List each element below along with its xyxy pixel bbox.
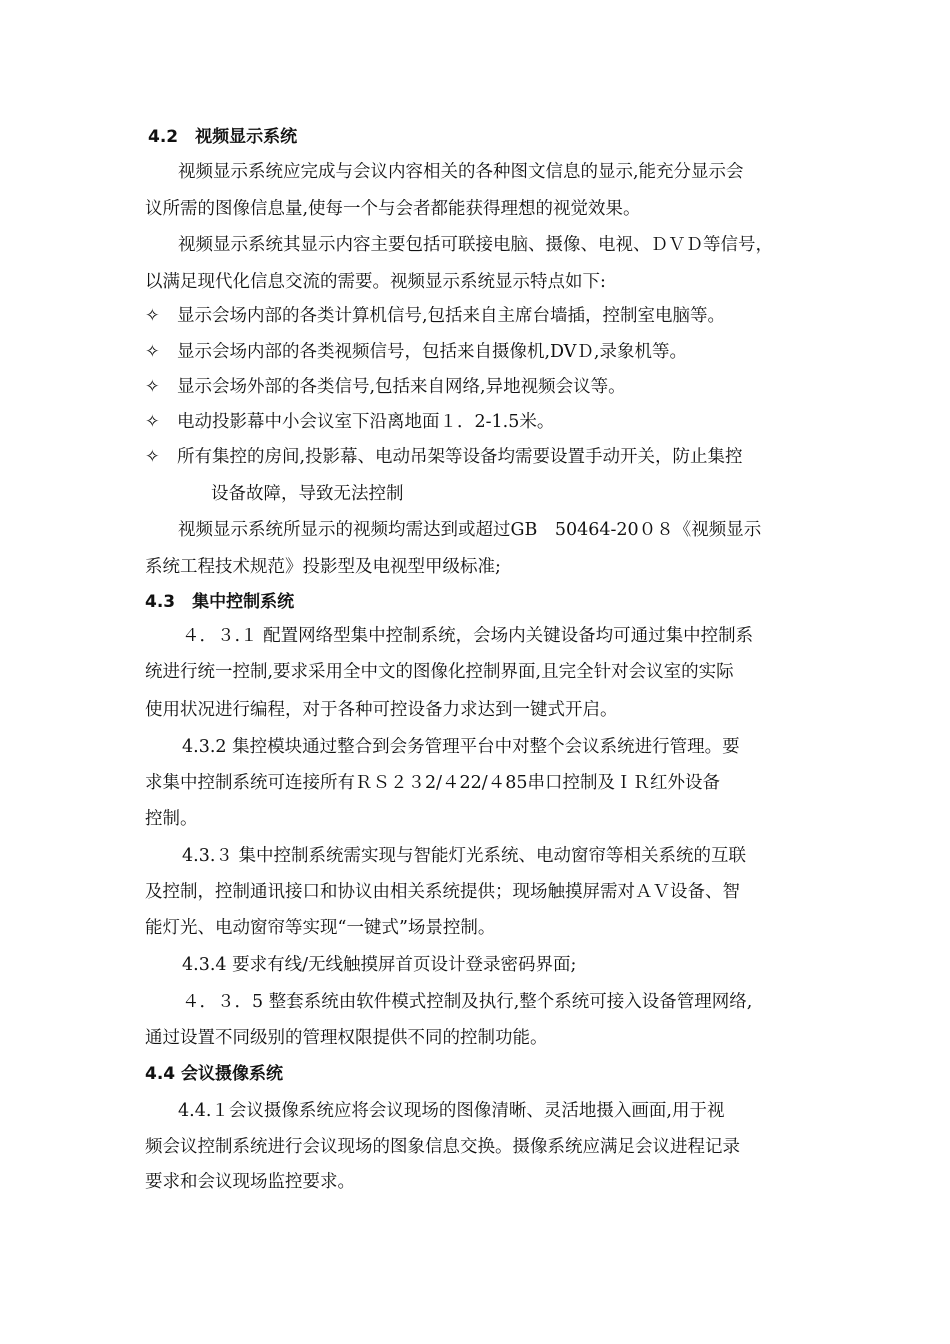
bullet-text: 显示会场内部的各类计算机信号,包括来自主席台墙插，控制室电脑等。 — [177, 306, 726, 326]
bullet-text: 所有集控的房间,投影幕、电动吊架等设备均需要设置手动开关，防止集控 — [177, 447, 743, 467]
diamond-bullet-icon: ✧ — [145, 447, 160, 467]
section-4-2-para2-line2: 以满足现代化信息交流的需要。视频显示系统显示特点如下: — [145, 272, 606, 292]
section-4-3-item2-line2: 求集中控制系统可连接所有ＲＳ２３2/４22/４85串口控制及ＩＲ红外设备 — [145, 773, 720, 793]
section-4-2-para1-line2: 议所需的图像信息量,使每一个与会者都能获得理想的视觉效果。 — [145, 199, 641, 219]
diamond-bullet-icon: ✧ — [145, 342, 160, 362]
section-4-2-para2-line1: 视频显示系统其显示内容主要包括可联接电脑、摄像、电视、ＤＶＤ等信号， — [178, 235, 773, 255]
section-4-4-heading: 4.4 会议摄像系统 — [145, 1064, 284, 1084]
section-4-3-item1-line2: 统进行统一控制,要求采用全中文的图像化控制界面,且完全针对会议室的实际 — [145, 662, 734, 682]
section-4-3-item3-line2: 及控制，控制通讯接口和协议由相关系统提供；现场触摸屏需对ＡＶ设备、智 — [145, 882, 740, 902]
bullet-item — [145, 334, 687, 370]
bullet-item — [145, 298, 725, 334]
section-4-4-item1-line1: 4.4.１会议摄像系统应将会议现场的图像清晰、灵活地摄入画面,用于视 — [178, 1101, 725, 1121]
section-4-2-para3-line1: 视频显示系统所显示的视频均需达到或超过GB 50464-20０８《视频显示 — [178, 520, 762, 540]
section-4-3-item1-line3: 使用状况进行编程，对于各种可控设备力求达到一键式开启。 — [145, 700, 618, 720]
section-4-4-item1-line2: 频会议控制系统进行会议现场的图象信息交换。摄像系统应满足会议进程记录 — [145, 1137, 740, 1157]
bullet-item — [145, 439, 743, 475]
bullet-text: 显示会场内部的各类视频信号，包括来自摄像机,DVＤ,录象机等。 — [177, 342, 687, 362]
section-4-3-item3-line1: 4.3.３ 集中控制系统需实现与智能灯光系统、电动窗帘等相关系统的互联 — [182, 846, 746, 866]
section-4-2-para1-line1: 视频显示系统应完成与会议内容相关的各种图文信息的显示,能充分显示会 — [178, 162, 744, 182]
section-4-2-heading: 4.2 视频显示系统 — [148, 127, 298, 147]
section-4-2-para3-line2: 系统工程技术规范》投影型及电视型甲级标准; — [145, 557, 501, 577]
bullet-item — [145, 369, 626, 405]
diamond-bullet-icon: ✧ — [145, 412, 160, 432]
section-4-3-item2-line1: 4.3.2 集控模块通过整合到会务管理平台中对整个会议系统进行管理。要 — [182, 737, 740, 757]
bullet-item — [145, 404, 554, 440]
section-4-3-item5-line1: ４．３．5 整套系统由软件模式控制及执行,整个系统可接入设备管理网络, — [182, 992, 753, 1012]
section-4-4-item1-line3: 要求和会议现场监控要求。 — [145, 1172, 355, 1192]
section-4-3-item4-line1: 4.3.4 要求有线/无线触摸屏首页设计登录密码界面; — [182, 955, 577, 975]
bullet-text: 显示会场外部的各类信号,包括来自网络,异地视频会议等。 — [177, 377, 626, 397]
bullet-text: 电动投影幕中小会议室下沿离地面１．2-1.5米。 — [177, 412, 555, 432]
section-4-3-item1-line1: ４．３.１ 配置网络型集中控制系统，会场内关键设备均可通过集中控制系 — [182, 626, 754, 646]
section-4-3-item3-line3: 能灯光、电动窗帘等实现“一键式”场景控制。 — [145, 918, 496, 938]
bullet-continuation: 设备故障，导致无法控制 — [211, 484, 404, 504]
section-4-3-heading: 4.3 集中控制系统 — [145, 592, 295, 612]
diamond-bullet-icon: ✧ — [145, 306, 160, 326]
diamond-bullet-icon: ✧ — [145, 377, 160, 397]
section-4-3-item2-line3: 控制。 — [145, 809, 198, 829]
section-4-3-item5-line2: 通过设置不同级别的管理权限提供不同的控制功能。 — [145, 1028, 548, 1048]
